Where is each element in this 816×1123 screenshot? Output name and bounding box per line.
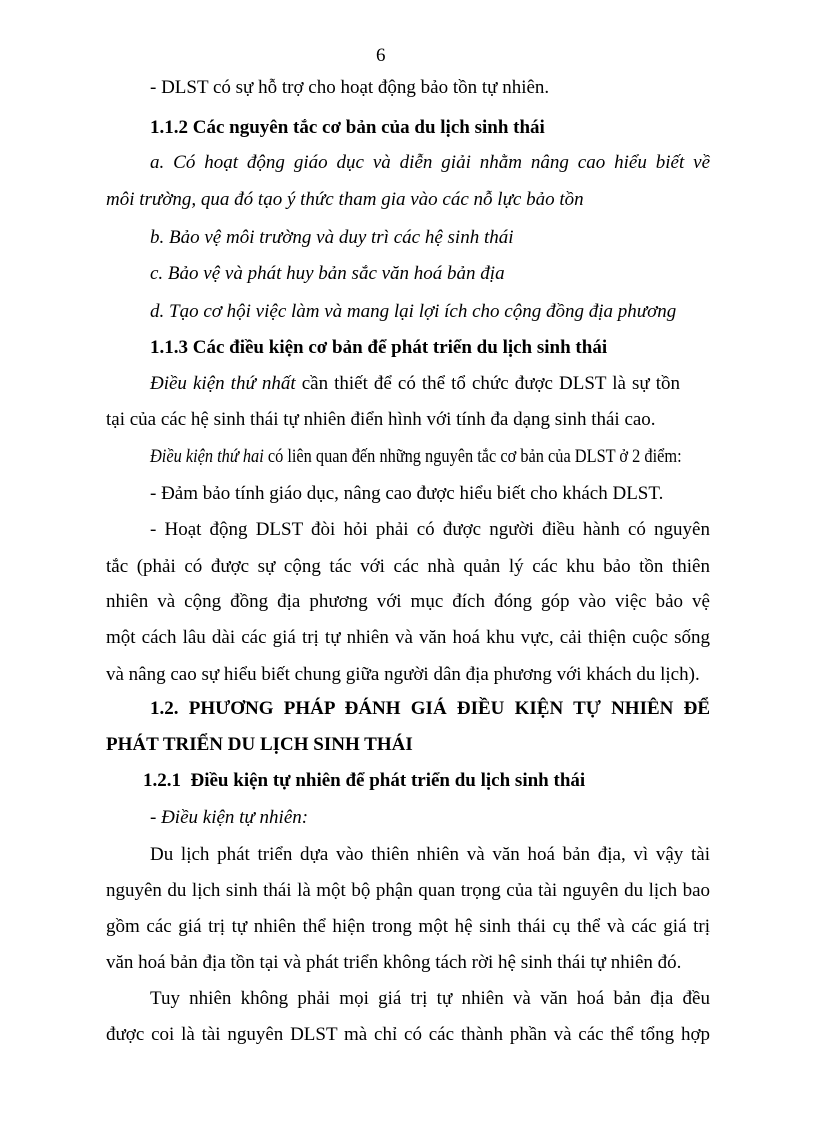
paragraph1-line1: Du lịch phát triển dựa vào thiên nhiên và văn hoá bản địa, vì vậy tài: [150, 844, 710, 865]
point2-line4: một cách lâu dài các giá trị tự nhiên và văn hoá khu vực, cải thiện cuộc sống: [106, 627, 710, 648]
principle-c: c. Bảo vệ và phát huy bản sắc văn hoá bản địa: [150, 263, 505, 284]
principle-d: d. Tạo cơ hội việc làm và mang lại lợi ích cho cộng đồng địa phương: [150, 301, 677, 322]
intro-line: - DLST có sự hỗ trợ cho hoạt động bảo tồn tự nhiên.: [150, 77, 550, 98]
point1-line: - Đảm bảo tính giáo dục, nâng cao được hiểu biết cho khách DLST.: [150, 483, 664, 504]
paragraph2-line2: được coi là tài nguyên DLST mà chỉ có các thành phần và các thể tổng hợp: [106, 1024, 710, 1045]
principle-a-line2: môi trường, qua đó tạo ý thức tham gia vào các nỗ lực bảo tồn: [106, 189, 584, 210]
condition1-text: cần thiết để có thể tổ chức được DLST là sự tồn: [295, 373, 681, 394]
paragraph1-line3: gồm các giá trị tự nhiên thể hiện trong một hệ sinh thái cụ thể và các giá trị: [106, 916, 710, 937]
point2-line2: tắc (phải có được sự cộng tác với các nhà quản lý các khu bảo tồn thiên: [106, 556, 710, 577]
paragraph2-line1: Tuy nhiên không phải mọi giá trị tự nhiên và văn hoá bản địa đều: [150, 988, 710, 1009]
condition1-line2: tại của các hệ sinh thái tự nhiên điển hình với tính đa dạng sinh thái cao.: [106, 409, 656, 430]
page-number: 6: [376, 45, 386, 66]
condition1-line1: [150, 372, 680, 396]
heading-1-2-line1: 1.2. PHƯƠNG PHÁP ĐÁNH GIÁ ĐIỀU KIỆN TỰ NHIÊN ĐỂ: [150, 698, 710, 719]
condition1-label: Điều kiện thứ nhất: [150, 373, 296, 394]
condition2-text: có liên quan đến những nguyên tắc cơ bản của DLST ở 2 điểm:: [263, 446, 682, 467]
condition2-label: Điều kiện thứ hai: [150, 446, 264, 467]
paragraph1-line2: nguyên du lịch sinh thái là một bộ phận quan trọng của tài nguyên du lịch bao: [106, 880, 710, 901]
point2-line1: - Hoạt động DLST đòi hỏi phải có được người điều hành có nguyên: [150, 519, 710, 540]
condition2-line: [150, 445, 768, 469]
heading-1-1-3: 1.1.3 Các điều kiện cơ bản để phát triển du lịch sinh thái: [150, 337, 608, 358]
heading-1-2-1: 1.2.1 Điều kiện tự nhiên để phát triển du lịch sinh thái: [143, 770, 586, 791]
heading-1-1-2: 1.1.2 Các nguyên tắc cơ bản của du lịch sinh thái: [150, 117, 545, 138]
point2-line3: nhiên và cộng đồng địa phương với mục đích đóng góp vào việc bảo vệ: [106, 591, 710, 612]
paragraph1-line4: văn hoá bản địa tồn tại và phát triển không tách rời hệ sinh thái tự nhiên đó.: [106, 952, 682, 973]
point2-line5: và nâng cao sự hiểu biết chung giữa người dân địa phương với khách du lịch).: [106, 664, 700, 685]
principle-a-line1: a. Có hoạt động giáo dục và diễn giải nhằm nâng cao hiểu biết về: [150, 152, 710, 173]
natural-conditions-subheading: - Điều kiện tự nhiên:: [150, 807, 309, 828]
heading-1-2-line2: PHÁT TRIỂN DU LỊCH SINH THÁI: [106, 734, 413, 755]
principle-b: b. Bảo vệ môi trường và duy trì các hệ sinh thái: [150, 227, 514, 248]
